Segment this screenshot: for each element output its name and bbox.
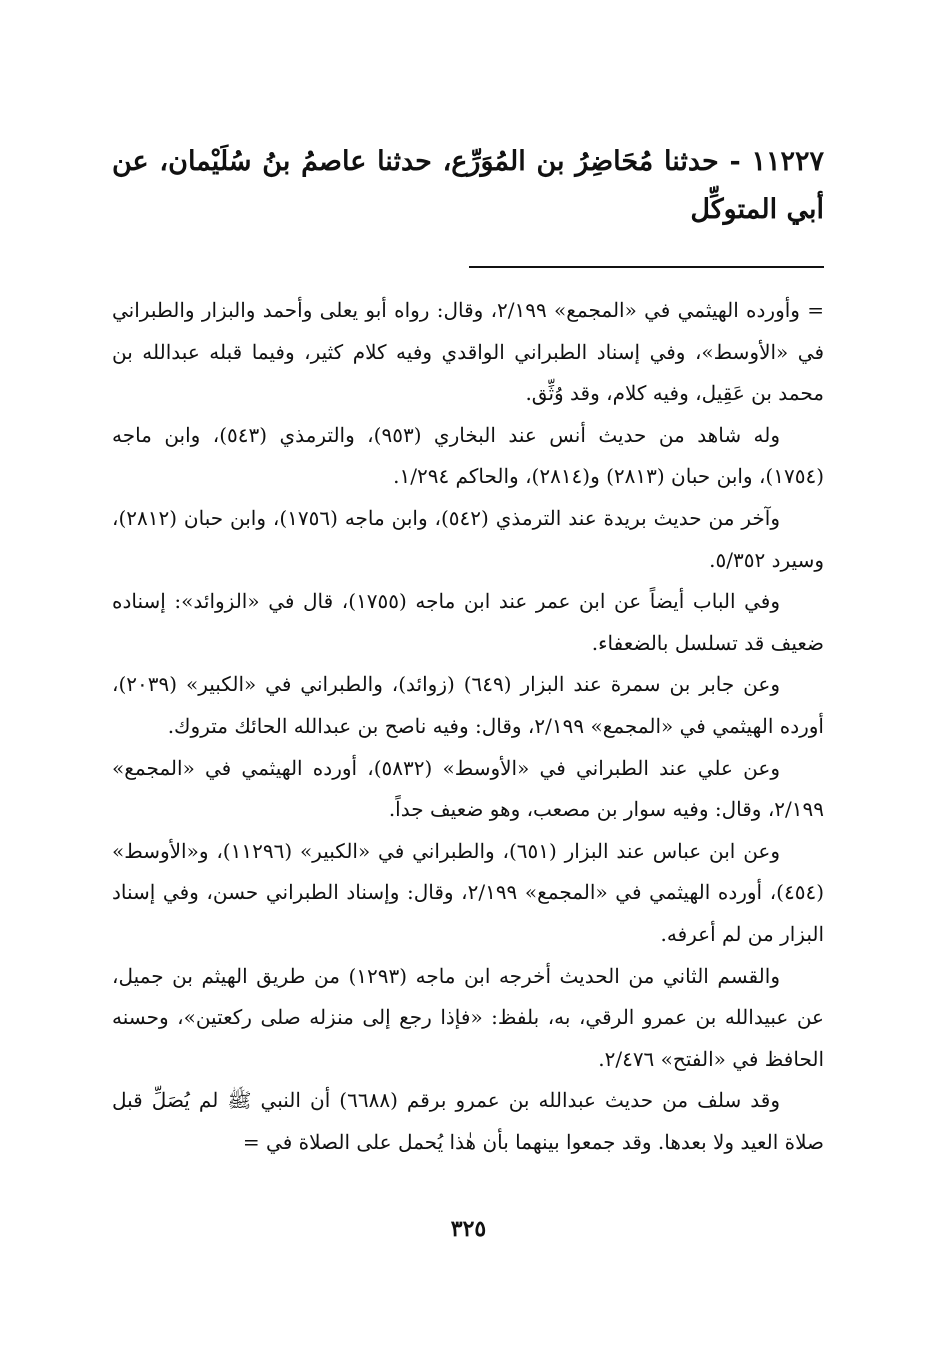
footnote-separator bbox=[469, 266, 824, 268]
footnote-paragraph: وله شاهد من حديث أنس عند البخاري (٩٥٣)، والترمذي (٥٤٣)، وابن ماجه (١٧٥٤)، وابن حبان (٢٨١٣) و(٢٨١٤)، والحاكم ١/٢٩٤. bbox=[112, 422, 824, 489]
footnote-paragraph: وفي الباب أيضاً عن ابن عمر عند ابن ماجه (١٧٥٥)، قال في «الزوائد»: إسناده ضعيف قد تسلسل بالضعفاء. bbox=[112, 589, 824, 655]
footnote-paragraph: وآخر من حديث بريدة عند الترمذي (٥٤٢)، وابن ماجه (١٧٥٦)، وابن حبان (٢٨١٢)، وسيرد ٥/٣٥٢. bbox=[112, 505, 824, 572]
hadith-text bbox=[112, 138, 824, 234]
footnote-paragraph: وقد سلف من حديث عبدالله بن عمرو برقم (٦٦٨٨) أن النبي ﷺ لم يُصَلِّ قبل صلاة العيد ولا بعدها. وقد جمعوا بينهما بأن هٰذا يُحمل على الصلاة في = bbox=[112, 1088, 824, 1154]
footnote-paragraph: وعن جابر بن سمرة عند البزار (٦٤٩) (زوائد)، والطبراني في «الكبير» (٢٠٣٩)، أورده الهيثمي في «المجمع» ٢/١٩٩، وقال: وفيه ناصح بن عبدالله الحائك متروك. bbox=[112, 672, 824, 738]
hadith-number: ١١٢٢٧ bbox=[751, 146, 824, 177]
footnote-paragraph: وعن علي عند الطبراني في «الأوسط» (٥٨٣٢)، أورده الهيثمي في «المجمع» ٢/١٩٩، وقال: وفيه سوار بن مصعب، وهو ضعيف جداً. bbox=[112, 755, 824, 822]
footnote-paragraph: = وأورده الهيثمي في «المجمع» ٢/١٩٩، وقال: رواه أبو يعلى وأحمد والبزار والطبراني في «الأوسط»، وفي إسناد الطبراني الواقدي وفيه كلام كثير، وفيما قبله عبدالله بن محمد بن عَقِيل، وفيه كلام، وقد وُثِّق. bbox=[112, 298, 824, 406]
footnotes bbox=[112, 290, 824, 1163]
hadith-body: - حدثنا مُحَاضِرُ بن المُوَرِّع، حدثنا عاصمُ بنُ سُلَيْمان، عن أبي المتوكِّل bbox=[112, 146, 824, 225]
footnote-paragraph: والقسم الثاني من الحديث أخرجه ابن ماجه (١٢٩٣) من طريق الهيثم بن جميل، عن عبيدالله بن عمرو الرقي، به، بلفظ: «فإذا رجع إلى منزله صلى ركعتين»، وحسنه الحافظ في «الفتح» ٢/٤٧٦. bbox=[112, 963, 824, 1071]
page-number: ٣٢٥ bbox=[450, 1216, 487, 1242]
footnote-paragraph: وعن ابن عباس عند البزار (٦٥١)، والطبراني في «الكبير» (١١٢٩٦)، و«الأوسط» (٤٥٤)، أورده الهيثمي في «المجمع» ٢/١٩٩، وقال: وإسناد الطبراني حسن، وفي إسناد البزار من لم أعرفه. bbox=[112, 838, 824, 946]
